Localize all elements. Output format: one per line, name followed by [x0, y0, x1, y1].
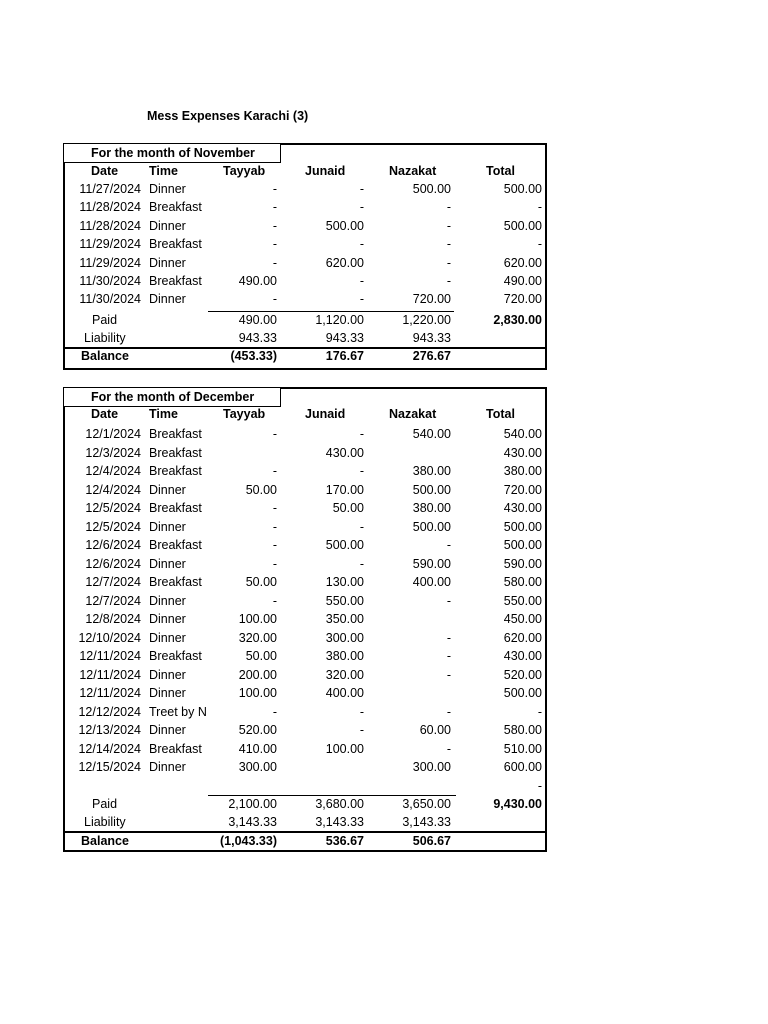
cell-time: Dinner	[149, 612, 186, 626]
column-header-time: Time	[149, 164, 178, 178]
column-header-time: Time	[149, 407, 178, 421]
cell-junaid: 550.00	[325, 593, 364, 608]
cell-junaid: -	[359, 704, 364, 719]
cell-nazakat: -	[446, 274, 451, 288]
balance-row	[65, 832, 545, 850]
cell-nazakat: -	[446, 255, 451, 270]
liability-tayyab: 3,143.33	[228, 815, 277, 829]
cell-date: 12/7/2024	[85, 575, 141, 589]
cell-junaid: 50.00	[332, 501, 364, 515]
cell-total: 620.00	[503, 255, 542, 270]
cell-tayyab: -	[272, 556, 277, 571]
cell-junaid: 400.00	[325, 686, 364, 700]
table-row	[65, 721, 545, 739]
table-row	[65, 610, 545, 628]
cell-nazakat: -	[446, 593, 451, 608]
cell-date: 12/1/2024	[85, 427, 141, 441]
cell-date: 12/15/2024	[78, 760, 141, 774]
cell-total: 500.00	[503, 218, 542, 233]
cell-total: 540.00	[503, 427, 542, 441]
table-row	[65, 235, 545, 253]
cell-nazakat: -	[446, 630, 451, 645]
cell-time: Dinner	[149, 519, 186, 534]
cell-tayyab: -	[272, 427, 277, 441]
balance-row	[65, 347, 545, 365]
cell-tayyab: 50.00	[245, 482, 277, 497]
cell-time: Breakfast	[149, 200, 202, 215]
table-row	[65, 592, 545, 610]
cell-tayyab: -	[272, 538, 277, 552]
cell-date: 12/14/2024	[78, 741, 141, 756]
cell-total: 450.00	[503, 612, 542, 626]
table-row	[65, 573, 545, 591]
december-table	[63, 387, 547, 852]
table-row	[65, 425, 545, 443]
cell-date: 12/5/2024	[85, 519, 141, 534]
cell-tayyab: -	[272, 237, 277, 252]
cell-junaid: 320.00	[325, 667, 364, 682]
cell-total: 430.00	[503, 649, 542, 663]
paid-total: 9,430.00	[493, 797, 542, 811]
column-header-nazakat: Nazakat	[389, 407, 437, 421]
cell-date: 12/6/2024	[85, 556, 141, 571]
cell-tayyab: -	[272, 464, 277, 478]
cell-tayyab: 100.00	[238, 686, 277, 700]
cell-date: 11/28/2024	[79, 218, 141, 233]
cell-total: 430.00	[503, 445, 542, 460]
cell-junaid: -	[359, 556, 364, 571]
cell-time: Breakfast	[149, 575, 202, 589]
cell-total: 620.00	[503, 630, 542, 645]
cell-date: 11/30/2024	[79, 292, 141, 307]
cell-tayyab: 50.00	[245, 649, 277, 663]
cell-time: Dinner	[149, 556, 186, 571]
cell-junaid: 130.00	[325, 575, 364, 589]
table-row	[65, 518, 545, 536]
table-row	[65, 481, 545, 499]
column-header-total: Total	[486, 164, 515, 178]
cell-junaid: -	[359, 182, 364, 196]
cell-date: 12/12/2024	[78, 704, 141, 719]
cell-time: Dinner	[149, 482, 186, 497]
cell-total: -	[537, 778, 542, 793]
cell-date: 11/27/2024	[79, 182, 141, 196]
cell-nazakat: 590.00	[412, 556, 451, 571]
table-row	[65, 462, 545, 480]
cell-junaid: -	[359, 427, 364, 441]
table-row	[65, 254, 545, 272]
balance-junaid: 536.67	[325, 834, 364, 848]
cell-total: 520.00	[503, 667, 542, 682]
cell-junaid: -	[359, 464, 364, 478]
cell-total: 600.00	[503, 760, 542, 774]
cell-date: 11/28/2024	[79, 200, 141, 215]
cell-total: 580.00	[503, 575, 542, 589]
cell-date: 12/7/2024	[85, 593, 141, 608]
table-row	[65, 499, 545, 517]
cell-time: Breakfast	[149, 237, 202, 252]
cell-time: Dinner	[149, 255, 186, 270]
cell-total: 580.00	[503, 723, 542, 737]
cell-date: 12/11/2024	[79, 649, 141, 663]
cell-nazakat: -	[446, 704, 451, 719]
cell-tayyab: 100.00	[238, 612, 277, 626]
table-row	[65, 217, 545, 235]
cell-tayyab: -	[272, 200, 277, 215]
balance-nazakat: 276.67	[412, 349, 451, 363]
cell-time: Treet by N	[149, 704, 207, 719]
table-row	[65, 629, 545, 647]
cell-date: 12/10/2024	[78, 630, 141, 645]
cell-nazakat: 540.00	[412, 427, 451, 441]
cell-time: Dinner	[149, 182, 186, 196]
cell-nazakat: -	[446, 237, 451, 252]
cell-nazakat: 300.00	[412, 760, 451, 774]
balance-nazakat: 506.67	[412, 834, 451, 848]
cell-date: 12/3/2024	[85, 445, 141, 460]
cell-junaid: 300.00	[325, 630, 364, 645]
cell-tayyab: 300.00	[238, 760, 277, 774]
paid-label: Paid	[92, 797, 118, 811]
cell-junaid: 620.00	[325, 255, 364, 270]
table-row	[65, 777, 545, 795]
cell-junaid: -	[359, 200, 364, 215]
cell-total: 720.00	[503, 482, 542, 497]
cell-total: 430.00	[503, 501, 542, 515]
column-header-tayyab: Tayyab	[223, 164, 266, 178]
cell-nazakat: 500.00	[412, 482, 451, 497]
cell-nazakat: 380.00	[412, 464, 451, 478]
cell-time: Dinner	[149, 593, 186, 608]
cell-total: 500.00	[503, 519, 542, 534]
liability-tayyab: 943.33	[238, 331, 277, 345]
cell-time: Dinner	[149, 667, 186, 682]
document-title: Mess Expenses Karachi (3)	[147, 109, 309, 123]
paid-tayyab: 490.00	[238, 313, 277, 327]
paid-row	[65, 311, 545, 329]
paid-junaid: 1,120.00	[315, 313, 364, 327]
column-header-junaid: Junaid	[305, 164, 346, 178]
cell-total: 720.00	[503, 292, 542, 307]
cell-tayyab: -	[272, 182, 277, 196]
cell-tayyab: -	[272, 704, 277, 719]
column-header-date: Date	[91, 164, 119, 178]
cell-time: Dinner	[149, 292, 186, 307]
cell-junaid: 170.00	[325, 482, 364, 497]
december-month-header: For the month of December	[64, 388, 281, 407]
liability-label: Liability	[84, 331, 126, 345]
table-row	[65, 647, 545, 665]
cell-date: 11/29/2024	[79, 237, 141, 252]
cell-junaid: 500.00	[325, 218, 364, 233]
cell-nazakat: 500.00	[412, 182, 451, 196]
cell-time: Breakfast	[149, 464, 202, 478]
table-row	[65, 740, 545, 758]
balance-tayyab: (1,043.33)	[220, 834, 277, 848]
cell-time: Breakfast	[149, 649, 202, 663]
cell-junaid: -	[359, 292, 364, 307]
paid-tayyab: 2,100.00	[228, 797, 277, 811]
cell-time: Dinner	[149, 218, 186, 233]
cell-time: Dinner	[149, 630, 186, 645]
paid-label: Paid	[92, 313, 118, 327]
table-row	[65, 666, 545, 684]
liability-junaid: 3,143.33	[315, 815, 364, 829]
cell-tayyab: 490.00	[238, 274, 277, 288]
cell-tayyab: -	[272, 218, 277, 233]
cell-tayyab: -	[272, 255, 277, 270]
cell-nazakat: -	[446, 741, 451, 756]
cell-tayyab: 50.00	[245, 575, 277, 589]
cell-time: Breakfast	[149, 741, 202, 756]
table-row	[65, 272, 545, 290]
column-header-tayyab: Tayyab	[223, 407, 266, 421]
november-month-header: For the month of November	[64, 144, 281, 163]
november-table	[63, 143, 547, 370]
cell-date: 11/30/2024	[79, 274, 141, 288]
liability-junaid: 943.33	[325, 331, 364, 345]
liability-nazakat: 943.33	[412, 331, 451, 345]
cell-total: 380.00	[503, 464, 542, 478]
column-header-nazakat: Nazakat	[389, 164, 437, 178]
cell-tayyab: 320.00	[238, 630, 277, 645]
cell-total: 490.00	[503, 274, 542, 288]
table-row	[65, 536, 545, 554]
cell-total: 500.00	[503, 686, 542, 700]
cell-junaid: 500.00	[325, 538, 364, 552]
cell-date: 12/13/2024	[78, 723, 141, 737]
column-header-junaid: Junaid	[305, 407, 346, 421]
cell-nazakat: 400.00	[412, 575, 451, 589]
cell-time: Breakfast	[149, 501, 202, 515]
balance-tayyab: (453.33)	[230, 349, 277, 363]
cell-time: Breakfast	[149, 274, 202, 288]
cell-tayyab: -	[272, 501, 277, 515]
cell-junaid: 350.00	[325, 612, 364, 626]
cell-date: 11/29/2024	[79, 255, 141, 270]
paid-row	[65, 795, 545, 813]
cell-nazakat: -	[446, 667, 451, 682]
table-row	[65, 290, 545, 308]
cell-junaid: 430.00	[325, 445, 364, 460]
cell-date: 12/11/2024	[79, 667, 141, 682]
table-row	[65, 703, 545, 721]
table-row	[65, 180, 545, 198]
cell-nazakat: -	[446, 200, 451, 215]
cell-date: 12/11/2024	[79, 686, 141, 700]
cell-junaid: -	[359, 723, 364, 737]
cell-total: 590.00	[503, 556, 542, 571]
balance-label: Balance	[81, 349, 129, 363]
cell-nazakat: -	[446, 649, 451, 663]
table-row	[65, 198, 545, 216]
cell-total: -	[537, 200, 542, 215]
liability-nazakat: 3,143.33	[402, 815, 451, 829]
cell-nazakat: 60.00	[419, 723, 451, 737]
cell-nazakat: 500.00	[412, 519, 451, 534]
cell-nazakat: 380.00	[412, 501, 451, 515]
cell-time: Breakfast	[149, 427, 202, 441]
cell-junaid: -	[359, 274, 364, 288]
balance-label: Balance	[81, 834, 129, 848]
cell-date: 12/8/2024	[85, 612, 141, 626]
balance-junaid: 176.67	[325, 349, 364, 363]
cell-total: 510.00	[503, 741, 542, 756]
cell-tayyab: 410.00	[238, 741, 277, 756]
cell-time: Breakfast	[149, 538, 202, 552]
paid-nazakat: 3,650.00	[402, 797, 451, 811]
cell-tayyab: -	[272, 593, 277, 608]
cell-total: -	[537, 704, 542, 719]
cell-junaid: 380.00	[325, 649, 364, 663]
cell-time: Dinner	[149, 686, 186, 700]
cell-total: 500.00	[503, 538, 542, 552]
column-header-date: Date	[91, 407, 119, 421]
table-row	[65, 444, 545, 462]
cell-time: Dinner	[149, 760, 186, 774]
column-header-row	[65, 162, 545, 180]
liability-label: Liability	[84, 815, 126, 829]
table-row	[65, 684, 545, 702]
column-header-total: Total	[486, 407, 515, 421]
column-header-row	[65, 405, 545, 423]
cell-time: Breakfast	[149, 445, 202, 460]
cell-nazakat: -	[446, 218, 451, 233]
table-row	[65, 555, 545, 573]
paid-junaid: 3,680.00	[315, 797, 364, 811]
cell-junaid: 100.00	[325, 741, 364, 756]
cell-date: 12/6/2024	[85, 538, 141, 552]
cell-total: 500.00	[503, 182, 542, 196]
cell-nazakat: 720.00	[412, 292, 451, 307]
cell-date: 12/4/2024	[85, 464, 141, 478]
cell-date: 12/5/2024	[85, 501, 141, 515]
liability-row	[65, 813, 545, 831]
cell-junaid: -	[359, 519, 364, 534]
liability-row	[65, 329, 545, 347]
cell-total: -	[537, 237, 542, 252]
cell-tayyab: 520.00	[238, 723, 277, 737]
cell-junaid: -	[359, 237, 364, 252]
paid-nazakat: 1,220.00	[402, 313, 451, 327]
cell-nazakat: -	[446, 538, 451, 552]
cell-tayyab: -	[272, 519, 277, 534]
table-row	[65, 758, 545, 776]
cell-time: Dinner	[149, 723, 186, 737]
cell-date: 12/4/2024	[85, 482, 141, 497]
cell-tayyab: -	[272, 292, 277, 307]
paid-total: 2,830.00	[493, 313, 542, 327]
cell-tayyab: 200.00	[238, 667, 277, 682]
cell-total: 550.00	[503, 593, 542, 608]
